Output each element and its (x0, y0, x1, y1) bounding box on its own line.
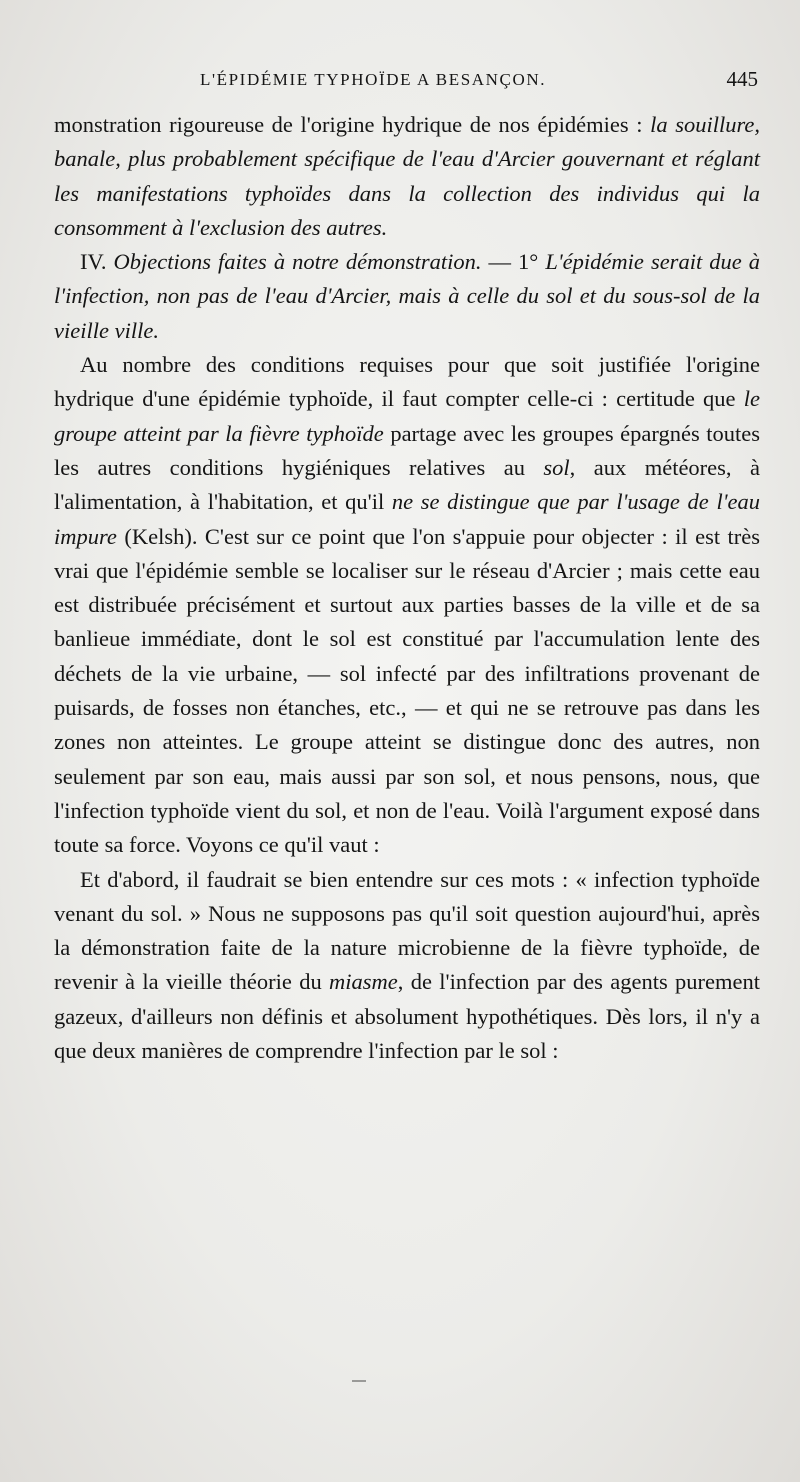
paragraph-3-text-a: Au nombre des conditions requises pour que soit justifiée l'origine hydrique d'une épidémie typhoïde, il faut compter celle-ci : certitude que (54, 352, 760, 412)
body-text (54, 108, 760, 1068)
paragraph-3-italic-d: sol (543, 454, 570, 480)
paragraph-3-text-g: (Kelsh). C'est sur ce point que l'on s'appuie pour objecter : il est très vrai que l'épidémie semble se localiser sur le réseau d'Arcier ; mais cette eau est distribuée précisément et surtout aux parties basses de la ville et de sa banlieue immédiate, dont le sol est constitué par l'accumulation lente des déchets de la vie urbaine, — sol infecté par des infiltrations provenant de puisards, de fosses non étanches, etc., — et qui ne se retrouve pas dans les zones non atteintes. Le groupe atteint se distingue donc des autres, non seulement par son eau, mais aussi par son sol, et nous pensons, nous, que l'infection typhoïde vient du sol, et non de l'eau. Voilà l'argument exposé dans toute sa force. Voyons ce qu'il vaut : (54, 523, 760, 858)
section-number: IV. (80, 249, 114, 275)
paragraph-3-text-c: partage avec les groupes épargnés toutes les autres conditions hygiéniques relatives au (54, 420, 760, 480)
paragraph-3-italic-f: ne se distingue que par l'usage de l'eau impure (54, 489, 760, 549)
paragraph-3 (54, 348, 760, 862)
paragraph-4-text-c: , de l'infection par des agents purement gazeux, d'ailleurs non définis et absolument hypothétiques. Dès lors, il n'y a que deux manières de comprendre l'infection par le sol : (54, 969, 760, 1064)
section-separator: — 1° (481, 249, 546, 275)
paragraph-4-italic-b: miasme (329, 969, 398, 995)
paragraph-3-text-e: , aux météores, à l'alimentation, à l'habitation, et qu'il (54, 454, 760, 515)
paragraph-3-italic-b: le groupe atteint par la fièvre typhoïde (54, 386, 760, 446)
page-header (62, 67, 764, 102)
section-objection: L'épidémie serait due à l'infection, non pas de l'eau d'Arcier, mais à celle du sol et du sous-sol de la vieille ville. (54, 249, 761, 343)
section-title: Objections faites à notre démonstration. (113, 249, 482, 275)
page-bottom-mark (352, 1380, 366, 1382)
paragraph-4-text-a: Et d'abord, il faudrait se bien entendre sur ces mots : « infection typhoïde venant du sol. » Nous ne supposons pas qu'il soit question aujourd'hui, après la démonstration faite de la nature microbienne de la fièvre typhoïde, de revenir à la vieille théorie du (54, 866, 760, 995)
paragraph-1-text: monstration rigoureuse de l'origine hydrique de nos épidémies : (54, 112, 651, 137)
page-number: 445 (726, 67, 758, 91)
paragraph-4 (54, 863, 760, 1069)
paragraph-1 (54, 108, 760, 245)
paragraph-2 (54, 245, 760, 348)
paragraph-1-italic: la souillure, banale, plus probablement spécifique de l'eau d'Arcier gouvernant et réglant les manifestations typhoïdes dans la collection des individus qui la consomment à l'exclusion des autres. (54, 112, 760, 240)
running-title: L'ÉPIDÉMIE TYPHOÏDE A BESANÇON. (200, 70, 547, 89)
